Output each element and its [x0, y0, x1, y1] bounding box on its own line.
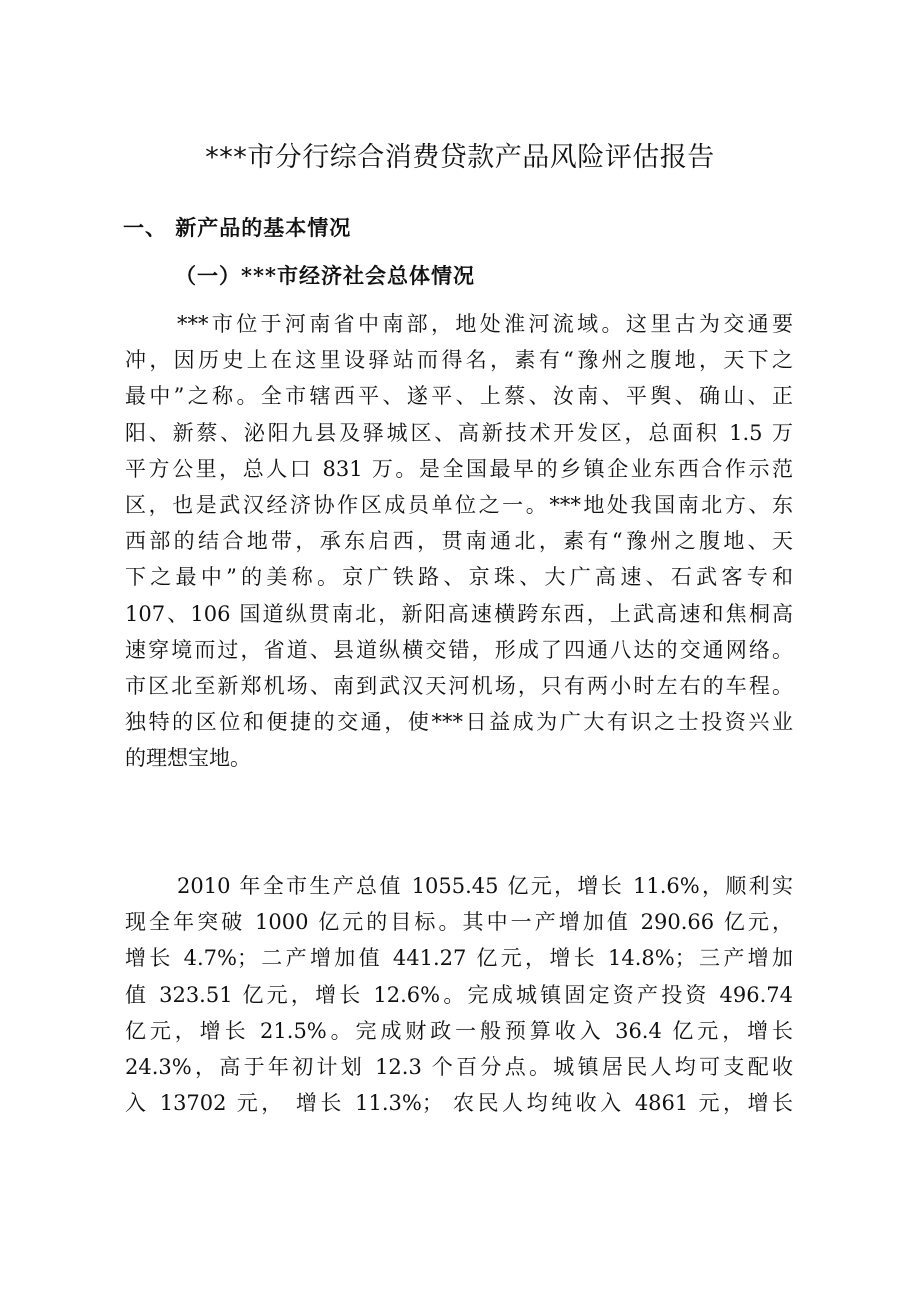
- paragraph-line: 区，也是武汉经济协作区成员单位之一。***地处我国南北方、东: [125, 492, 793, 517]
- paragraph-line: 平方公里，总人口 831 万。是全国最早的乡镇企业东西合作示范: [125, 456, 793, 481]
- paragraph-line: 现全年突破 1000 亿元的目标。其中一产增加值 290.66 亿元，: [125, 910, 793, 935]
- paragraph-line: 最中”之称。全市辖西平、遂平、上蔡、汝南、平舆、确山、正: [125, 384, 793, 409]
- paragraph-line: 独特的区位和便捷的交通，使***日益成为广大有识之士投资兴业: [125, 710, 793, 735]
- document-title: ***市分行综合消费贷款产品风险评估报告: [205, 142, 715, 173]
- paragraph-line: 亿元，增长 21.5%。完成财政一般预算收入 36.4 亿元，增长: [125, 1018, 793, 1043]
- paragraph-overview: [125, 306, 793, 776]
- paragraph-line: 2010 年全市生产总值 1055.45 亿元，增长 11.6%，顺利实: [177, 874, 793, 898]
- sub-heading: （一）***市经济社会总体情况: [175, 263, 475, 288]
- paragraph-line: 速穿境而过，省道、县道纵横交错，形成了四通八达的交通网络。: [125, 637, 793, 662]
- paragraph-economy: [125, 868, 793, 1121]
- paragraph-line: 的理想宝地。: [125, 746, 251, 771]
- paragraph-line: 冲，因历史上在这里设驿站而得名，素有“豫州之腹地，天下之: [125, 348, 793, 373]
- section-heading: 一、 新产品的基本情况: [123, 216, 352, 240]
- paragraph-line: 增长 4.7%；二产增加值 441.27 亿元，增长 14.8%；三产增加: [125, 946, 793, 971]
- paragraph-line: 市区北至新郑机场、南到武汉天河机场，只有两小时左右的车程。: [125, 673, 793, 698]
- paragraph-line: 入 13702 元， 增长 11.3%； 农民人均纯收入 4861 元，增长: [125, 1091, 793, 1116]
- paragraph-line: 24.3%，高于年初计划 12.3 个百分点。城镇居民人均可支配收: [125, 1054, 793, 1079]
- paragraph-line: 西部的结合地带，承东启西，贯南通北，素有“豫州之腹地、天: [125, 529, 793, 554]
- paragraph-line: 下之最中”的美称。京广铁路、京珠、大广高速、石武客专和: [125, 565, 793, 590]
- paragraph-line: 值 323.51 亿元，增长 12.6%。完成城镇固定资产投资 496.74: [125, 982, 793, 1007]
- paragraph-line: ***市位于河南省中南部，地处淮河流域。这里古为交通要: [177, 312, 793, 336]
- paragraph-line: 107、106 国道纵贯南北，新阳高速横跨东西，上武高速和焦桐高: [125, 601, 793, 626]
- paragraph-line: 阳、新蔡、泌阳九县及驿城区、高新技术开发区，总面积 1.5 万: [125, 420, 793, 445]
